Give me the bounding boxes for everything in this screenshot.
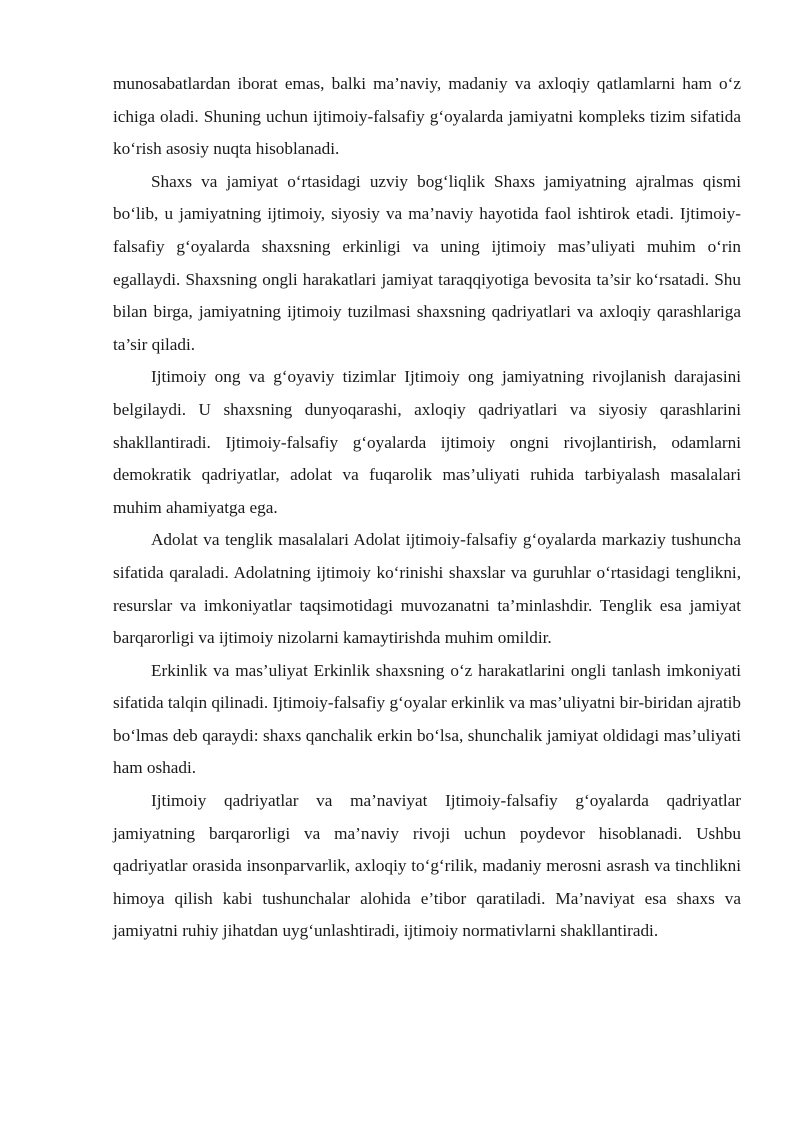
paragraph-shaxs-va-jamiyat: Shaxs va jamiyat o‘rtasidagi uzviy bog‘liqlik Shaxs jamiyatning ajralmas qismi bo‘lib, u jamiyatning ijtimoiy, siyosiy va ma’naviy hayotida faol ishtirok etadi. Ijtimoiy-falsafiy g‘oyalarda shaxsning erkinligi va uning ijtimoiy mas’uliyati muhim o‘rin egallaydi. Shaxsning ongli harakatlari jamiyat taraqqiyotiga bevosita ta’sir ko‘rsatadi. Shu bilan birga, jamiyatning ijtimoiy tuzilmasi shaxsning qadriyatlari va axloqiy qarashlariga ta’sir qiladi. — [113, 171, 741, 354]
paragraph-erkinlik-va-masuliyat: Erkinlik va mas’uliyat Erkinlik shaxsning o‘z harakatlarini ongli tanlash imkoniyati sifatida talqin qilinadi. Ijtimoiy-falsafiy g‘oyalar erkinlik va mas’uliyatni bir-biridan ajratib bo‘lmas deb qaraydi: shaxs qanchalik erkin bo‘lsa, shunchalik jamiyat oldidagi mas’uliyati ham oshadi. — [113, 660, 741, 778]
paragraph-adolat-va-tenglik: Adolat va tenglik masalalari Adolat ijtimoiy-falsafiy g‘oyalarda markaziy tushuncha sifatida qaraladi. Adolatning ijtimoiy ko‘rinishi shaxslar va guruhlar o‘rtasidagi tenglikni, resurslar va imkoniyatlar taqsimotidagi muvozanatni ta’minlashdir. Tenglik esa jamiyat barqarorligi va ijtimoiy nizolarni kamaytirishda muhim omildir. — [113, 530, 741, 648]
paragraph-ijtimoiy-ong: Ijtimoiy ong va g‘oyaviy tizimlar Ijtimoiy ong jamiyatning rivojlanish darajasini belgilaydi. U shaxsning dunyoqarashi, axloqiy qadriyatlari va siyosiy qarashlarini shakllantiradi. Ijtimoiy-falsafiy g‘oyalarda ijtimoiy ongni rivojlantirish, odamlarni demokratik qadriyatlar, adolat va fuqarolik mas’uliyati ruhida tarbiyalash masalalari muhim ahamiyatga ega. — [113, 367, 741, 517]
paragraph-continuation: munosabatlardan iborat emas, balki ma’naviy, madaniy va axloqiy qatlamlarni ham o‘z ichiga oladi. Shuning uchun ijtimoiy-falsafiy g‘oyalarda jamiyatni kompleks tizim sifatida ko‘rish asosiy nuqta hisoblanadi. — [113, 74, 741, 159]
paragraph-ijtimoiy-qadriyatlar: Ijtimoiy qadriyatlar va ma’naviyat Ijtimoiy-falsafiy g‘oyalarda qadriyatlar jamiyatning barqarorligi va ma’naviy rivoji uchun poydevor hisoblanadi. Ushbu qadriyatlar orasida insonparvarlik, axloqiy to‘g‘rilik, madaniy merosni asrash va tinchlikni himoya qilish kabi tushunchalar alohida e’tibor qaratiladi. Ma’naviyat esa shaxs va jamiyatni ruhiy jihatdan uyg‘unlashtiradi, ijtimoiy normativlarni shakllantiradi. — [113, 791, 741, 941]
document-body — [113, 68, 741, 948]
